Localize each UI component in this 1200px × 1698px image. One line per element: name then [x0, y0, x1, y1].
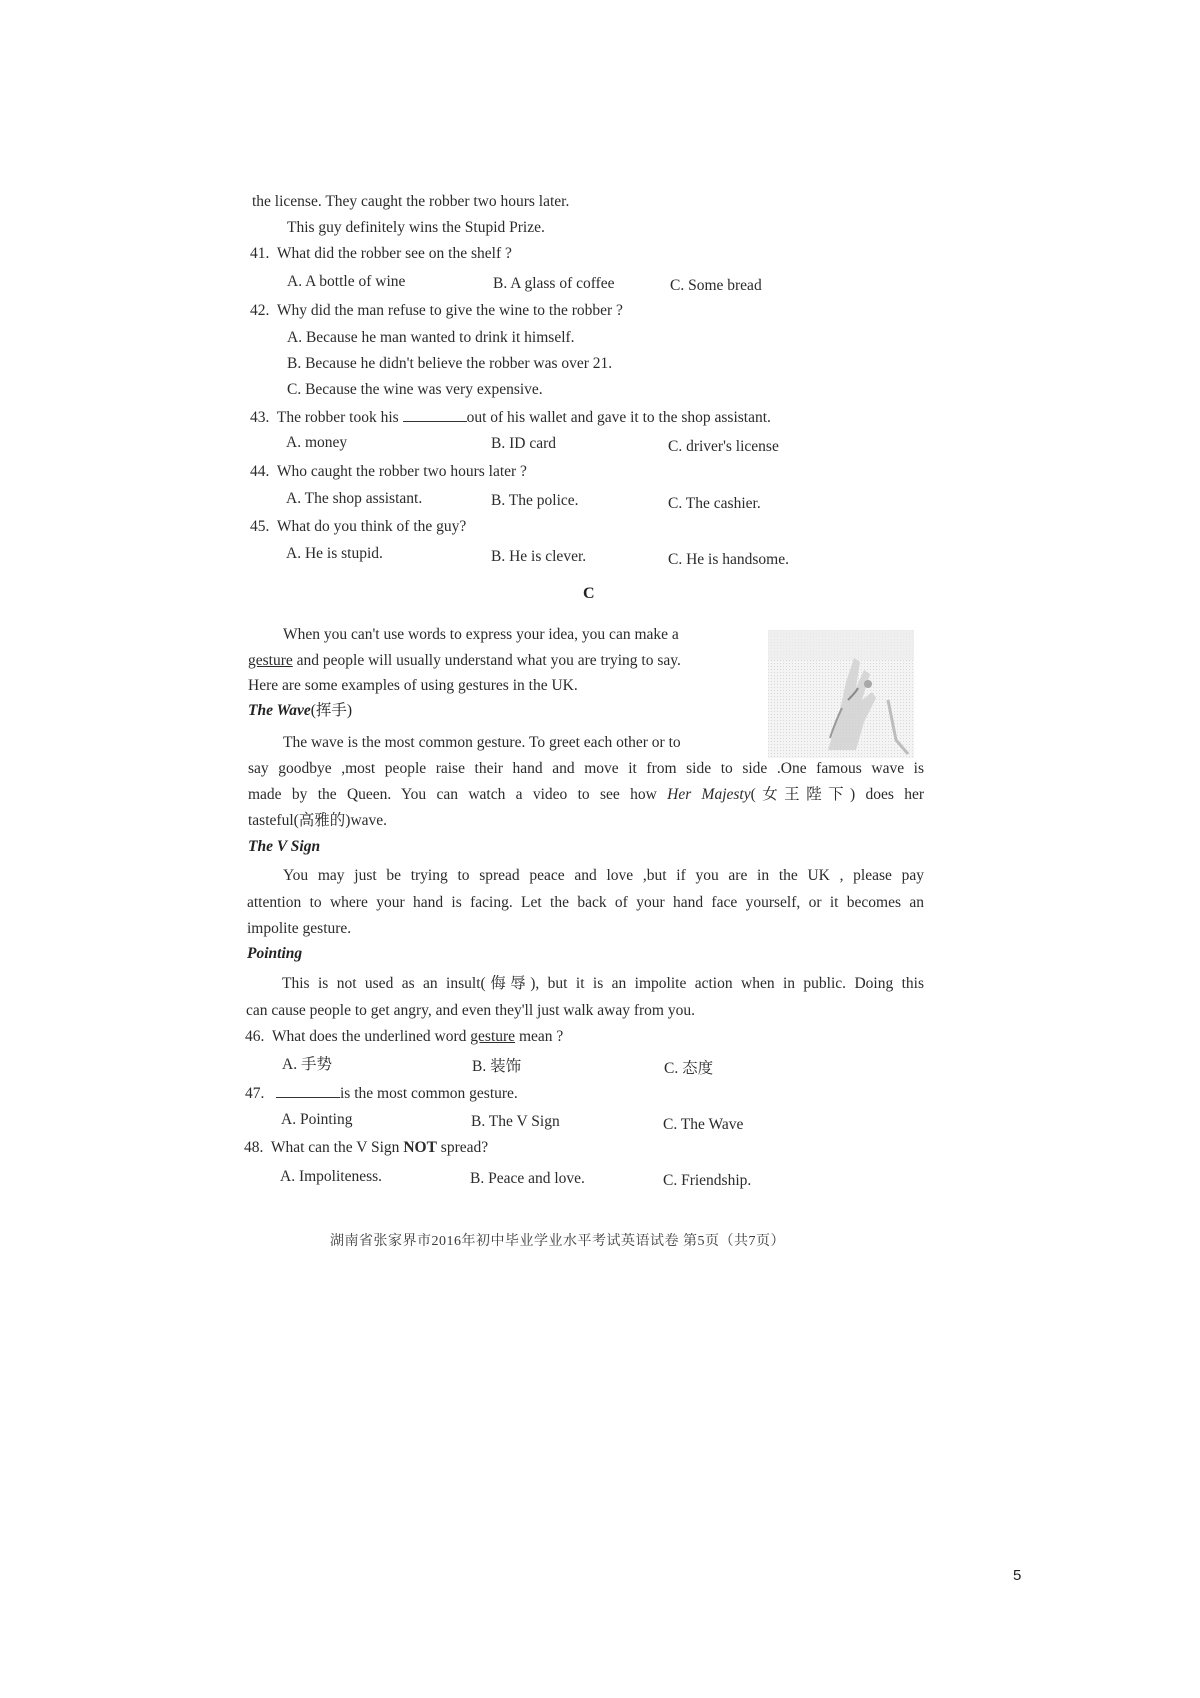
- question-number: 44.: [250, 463, 270, 480]
- option-a: A. money: [286, 434, 348, 451]
- wave-line-part: (女王陛下) does her: [750, 786, 925, 803]
- question-text: What do you think of the guy?: [276, 518, 467, 535]
- question-number: 45.: [250, 518, 270, 535]
- question-47: [245, 1083, 518, 1104]
- pointing-line: can cause people to get angry, and even they'll just walk away from you.: [246, 1002, 695, 1019]
- wave-line-italic: Her Majesty: [667, 786, 751, 803]
- question-41: [250, 244, 512, 264]
- underlined-word: gesture: [470, 1028, 516, 1045]
- question-number: 42.: [250, 302, 270, 319]
- question-text: mean ?: [518, 1028, 564, 1045]
- subheading-pointing: Pointing: [247, 945, 303, 962]
- wave-line: The wave is the most common gesture. To greet each other or to: [283, 734, 681, 751]
- option-c: C. Friendship.: [663, 1172, 752, 1189]
- question-text: What can the V Sign: [270, 1139, 400, 1156]
- wave-line: say goodbye ,most people raise their hand and move it from side to side .One famous wave is: [248, 760, 924, 777]
- question-emphasis: NOT: [403, 1139, 437, 1156]
- question-45: [250, 517, 466, 537]
- subheading-text: The Wave: [248, 702, 311, 719]
- question-text: spread?: [440, 1139, 489, 1156]
- question-text: The robber took his: [276, 409, 399, 426]
- question-42: [250, 301, 623, 321]
- wave-line: tasteful(高雅的)wave.: [248, 812, 388, 829]
- question-number: 43.: [250, 409, 270, 426]
- question-number: 46.: [245, 1028, 265, 1045]
- option-b: B. The police.: [491, 492, 579, 509]
- option-a: A. Pointing: [281, 1111, 353, 1128]
- option-c: C. The Wave: [663, 1116, 744, 1133]
- question-number: 48.: [244, 1139, 264, 1156]
- passage-b-line: This guy definitely wins the Stupid Prize.: [287, 219, 545, 236]
- option-a: A. 手势: [282, 1056, 332, 1073]
- subheading-cn: (挥手): [310, 702, 353, 719]
- question-48: [244, 1138, 488, 1158]
- wave-line: [248, 785, 924, 805]
- vsign-line: You may just be trying to spread peace and love ,but if you are in the UK , please pay: [283, 867, 924, 884]
- option-c: C. He is handsome.: [668, 551, 789, 568]
- underlined-word-gesture: gesture: [248, 652, 293, 669]
- pointing-line: This is not used as an insult(侮辱), but it is an impolite action when in public. Doing this: [282, 975, 924, 992]
- section-heading: C: [583, 585, 595, 602]
- option-b: B. 装饰: [472, 1058, 522, 1075]
- intro-line: [248, 651, 681, 671]
- question-text: Who caught the robber two hours later ?: [276, 463, 527, 480]
- option-a: A. Impoliteness.: [280, 1168, 383, 1185]
- option-a: A. He is stupid.: [286, 545, 383, 562]
- option-a: A. A bottle of wine: [287, 273, 406, 290]
- option-b: B. He is clever.: [491, 548, 587, 565]
- passage-b-line: the license. They caught the robber two hours later.: [252, 193, 570, 210]
- question-44: [250, 462, 527, 482]
- question-43: [250, 407, 771, 428]
- answer-blank: [403, 407, 467, 422]
- subheading-vsign: The V Sign: [248, 838, 321, 855]
- question-text: What did the robber see on the shelf ?: [276, 245, 512, 262]
- question-text: What does the underlined word: [271, 1028, 467, 1045]
- subheading-wave: [248, 701, 352, 721]
- option-a: A. The shop assistant.: [286, 490, 423, 507]
- page-footer: 湖南省张家界市2016年初中毕业学业水平考试英语试卷 第5页（共7页）: [330, 1234, 785, 1249]
- option-c: C. Because the wine was very expensive.: [287, 381, 543, 398]
- vsign-line: impolite gesture.: [247, 920, 352, 937]
- option-b: B. Because he didn't believe the robber was over 21.: [287, 355, 613, 372]
- answer-blank: [276, 1083, 340, 1098]
- option-c: C. The cashier.: [668, 495, 761, 512]
- hand-gesture-photo: [768, 630, 914, 758]
- question-text: Why did the man refuse to give the wine to the robber ?: [276, 302, 623, 319]
- intro-line: When you can't use words to express your idea, you can make a: [283, 626, 679, 643]
- vsign-line: attention to where your hand is facing. Let the back of your hand face yourself, or it becomes an: [247, 894, 924, 911]
- option-b: B. ID card: [491, 435, 556, 452]
- question-text: out of his wallet and gave it to the shop assistant.: [466, 409, 771, 426]
- option-b: B. Peace and love.: [470, 1170, 585, 1187]
- intro-line-rest: and people will usually understand what you are trying to say.: [296, 652, 681, 669]
- option-c: C. Some bread: [670, 277, 762, 294]
- option-c: C. driver's license: [668, 438, 779, 455]
- intro-line: Here are some examples of using gestures in the UK.: [248, 677, 578, 694]
- question-number: 41.: [250, 245, 270, 262]
- question-number: 47.: [245, 1085, 265, 1102]
- option-a: A. Because he man wanted to drink it himself.: [287, 329, 575, 346]
- wave-line-part: made by the Queen. You can watch a video to see how: [248, 786, 657, 803]
- option-c: C. 态度: [664, 1060, 714, 1077]
- question-text: is the most common gesture.: [340, 1085, 518, 1102]
- question-46: [245, 1027, 563, 1047]
- page-number: 5: [1013, 1567, 1022, 1584]
- option-b: B. The V Sign: [471, 1113, 560, 1130]
- option-b: B. A glass of coffee: [493, 275, 615, 292]
